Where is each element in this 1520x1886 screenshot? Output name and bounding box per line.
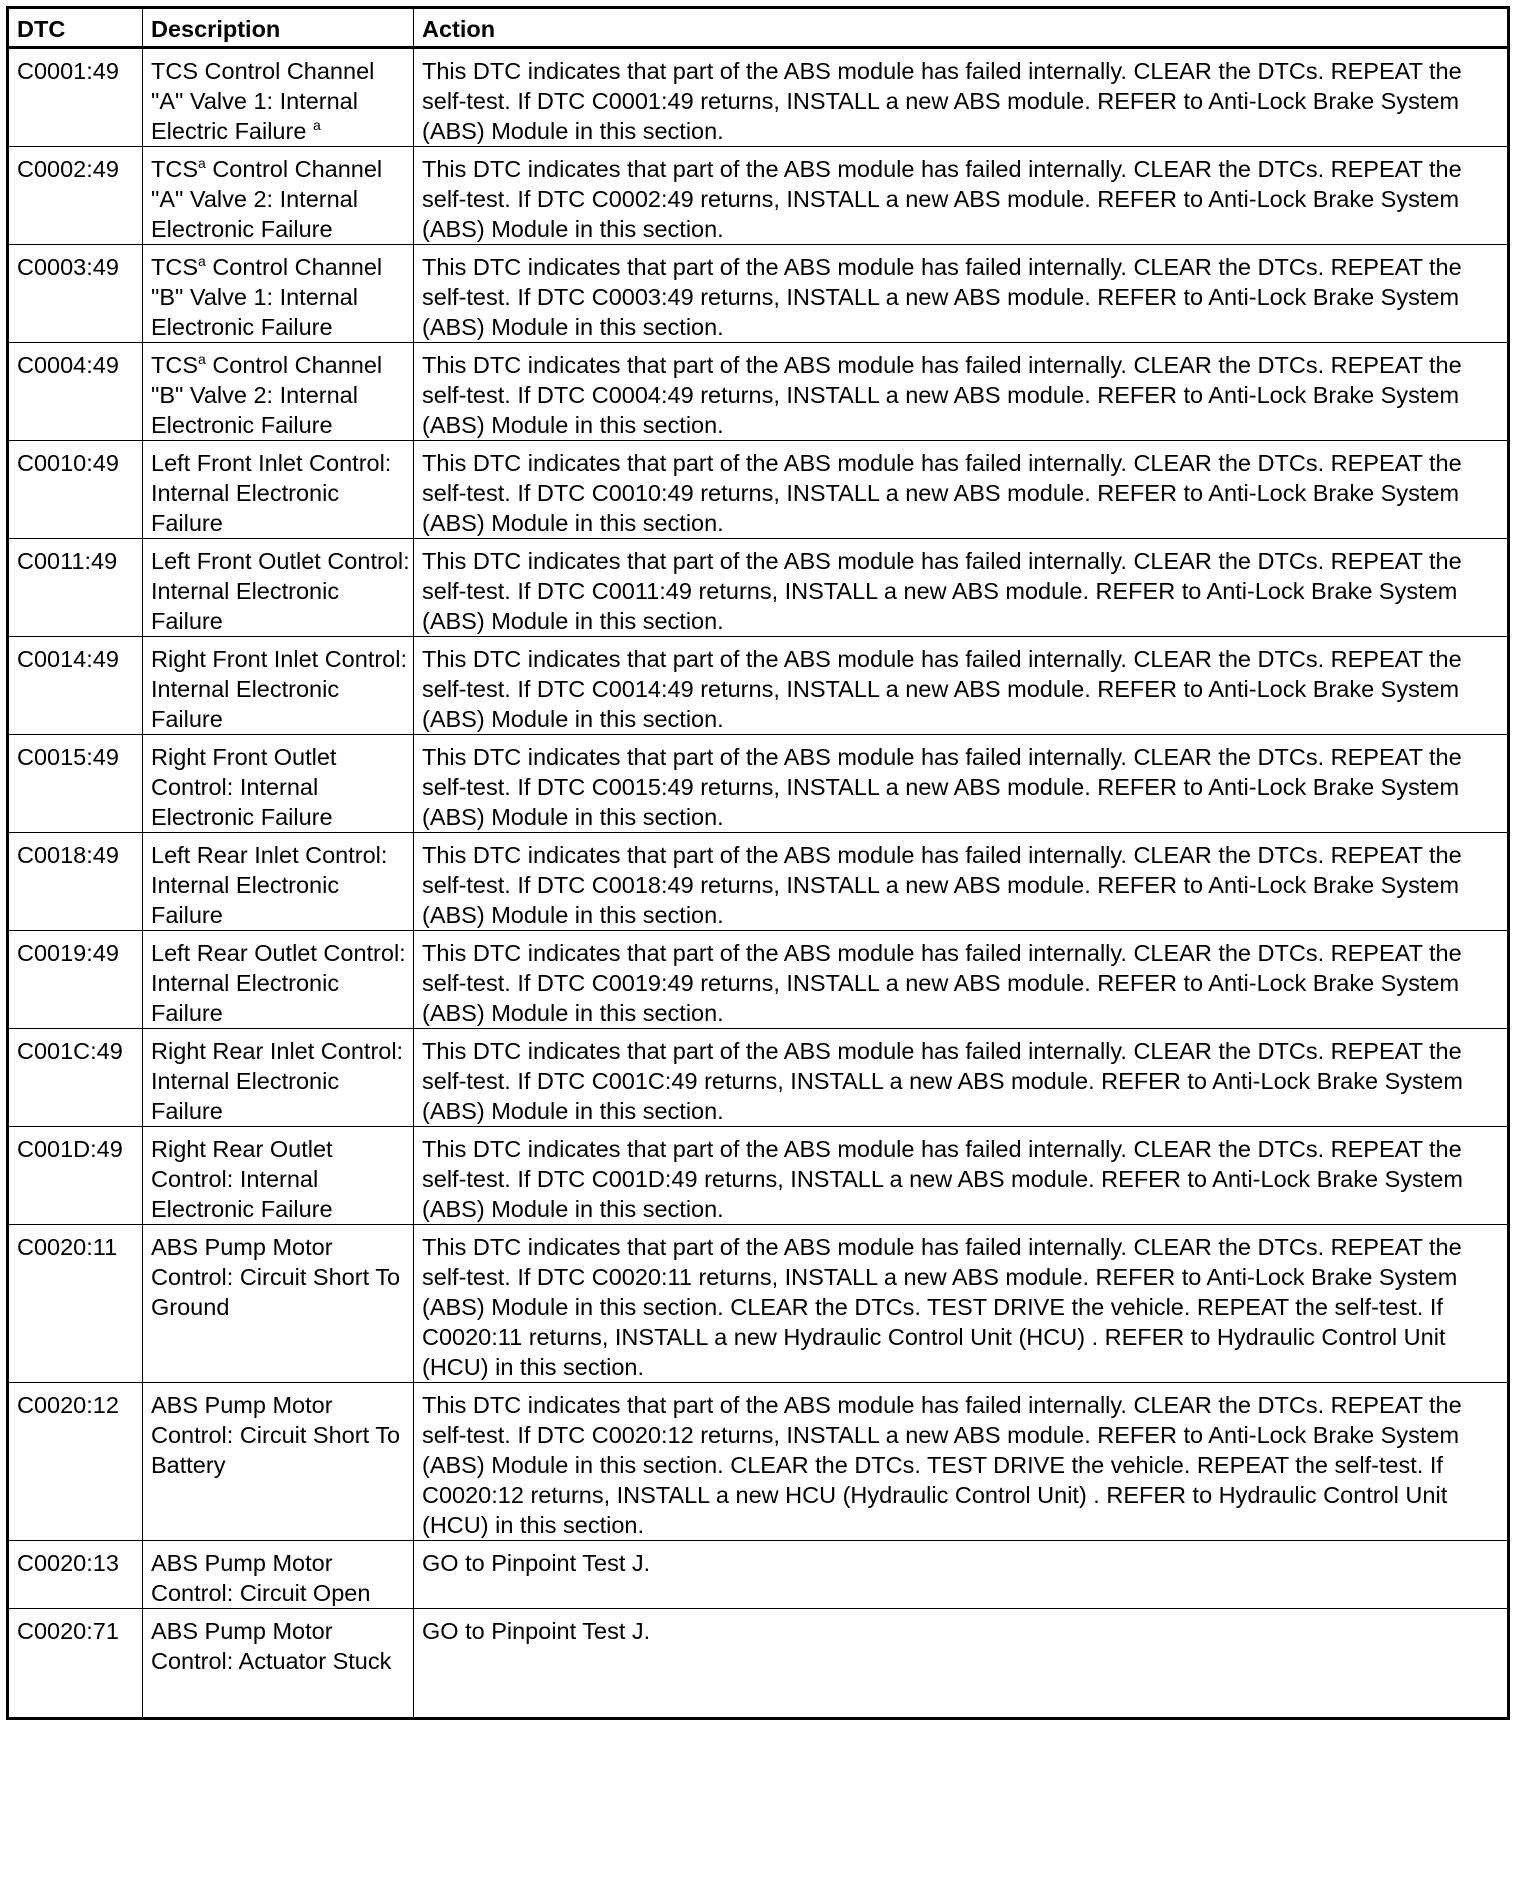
description-text: Right Rear Outlet Control: Internal Electronic Failure: [151, 1136, 333, 1222]
dtc-action: GO to Pinpoint Test J.: [414, 1609, 1509, 1719]
table-row: [8, 343, 1509, 441]
dtc-description: [143, 1029, 414, 1127]
dtc-description: [143, 1225, 414, 1383]
dtc-description: [143, 343, 414, 441]
dtc-code: C0020:12: [8, 1383, 143, 1541]
footnote-marker: a: [198, 253, 206, 269]
table-row: [8, 48, 1509, 147]
header-dtc: DTC: [8, 8, 143, 48]
dtc-description: [143, 833, 414, 931]
dtc-description: [143, 48, 414, 147]
description-text: Right Front Outlet Control: Internal Electronic Failure: [151, 744, 337, 830]
dtc-code: C0020:11: [8, 1225, 143, 1383]
description-text: Left Front Inlet Control: Internal Electronic Failure: [151, 450, 392, 536]
dtc-action: This DTC indicates that part of the ABS module has failed internally. CLEAR the DTCs. REPEAT the self-test. If DTC C0020:12 returns, INSTALL a new ABS module. REFER to Anti-Lock Brake System (ABS) Module in this section. CLEAR the DTCs. TEST DRIVE the vehicle. REPEAT the self-test. If C0020:12 returns, INSTALL a new HCU (Hydraulic Control Unit) . REFER to Hydraulic Control Unit (HCU) in this section.: [414, 1383, 1509, 1541]
dtc-description: [143, 931, 414, 1029]
table-body: [8, 48, 1509, 1719]
description-text: Right Rear Inlet Control: Internal Electronic Failure: [151, 1038, 404, 1124]
dtc-action: This DTC indicates that part of the ABS module has failed internally. CLEAR the DTCs. REPEAT the self-test. If DTC C0018:49 returns, INSTALL a new ABS module. REFER to Anti-Lock Brake System (ABS) Module in this section.: [414, 833, 1509, 931]
header-action: Action: [414, 8, 1509, 48]
table-row: [8, 931, 1509, 1029]
description-text: Left Rear Outlet Control: Internal Electronic Failure: [151, 940, 406, 1026]
description-text: ABS Pump Motor Control: Actuator Stuck: [151, 1618, 392, 1674]
dtc-action: This DTC indicates that part of the ABS module has failed internally. CLEAR the DTCs. REPEAT the self-test. If DTC C0002:49 returns, INSTALL a new ABS module. REFER to Anti-Lock Brake System (ABS) Module in this section.: [414, 147, 1509, 245]
dtc-action: This DTC indicates that part of the ABS module has failed internally. CLEAR the DTCs. REPEAT the self-test. If DTC C001C:49 returns, INSTALL a new ABS module. REFER to Anti-Lock Brake System (ABS) Module in this section.: [414, 1029, 1509, 1127]
dtc-action: This DTC indicates that part of the ABS module has failed internally. CLEAR the DTCs. REPEAT the self-test. If DTC C0010:49 returns, INSTALL a new ABS module. REFER to Anti-Lock Brake System (ABS) Module in this section.: [414, 441, 1509, 539]
dtc-description: [143, 441, 414, 539]
table-row: [8, 1127, 1509, 1225]
dtc-code: C0014:49: [8, 637, 143, 735]
dtc-description: [143, 1127, 414, 1225]
dtc-action: This DTC indicates that part of the ABS module has failed internally. CLEAR the DTCs. REPEAT the self-test. If DTC C0001:49 returns, INSTALL a new ABS module. REFER to Anti-Lock Brake System (ABS) Module in this section.: [414, 48, 1509, 147]
description-text: Left Front Outlet Control: Internal Electronic Failure: [151, 548, 410, 634]
dtc-code: C0001:49: [8, 48, 143, 147]
dtc-code: C0018:49: [8, 833, 143, 931]
footnote-marker: a: [198, 351, 206, 367]
dtc-code: C0002:49: [8, 147, 143, 245]
dtc-description: [143, 1609, 414, 1719]
table-row: [8, 1029, 1509, 1127]
footnote-marker: a: [312, 117, 321, 133]
dtc-action: This DTC indicates that part of the ABS module has failed internally. CLEAR the DTCs. REPEAT the self-test. If DTC C0011:49 returns, INSTALL a new ABS module. REFER to Anti-Lock Brake System (ABS) Module in this section.: [414, 539, 1509, 637]
dtc-description: [143, 245, 414, 343]
table-row: [8, 1225, 1509, 1383]
description-text: Right Front Inlet Control: Internal Electronic Failure: [151, 646, 407, 732]
dtc-action: This DTC indicates that part of the ABS module has failed internally. CLEAR the DTCs. REPEAT the self-test. If DTC C0014:49 returns, INSTALL a new ABS module. REFER to Anti-Lock Brake System (ABS) Module in this section.: [414, 637, 1509, 735]
dtc-description: [143, 1541, 414, 1609]
description-text: Control Channel "B" Valve 2: Internal Electronic Failure: [151, 352, 383, 438]
table-row: [8, 735, 1509, 833]
dtc-description: [143, 539, 414, 637]
table-row: [8, 245, 1509, 343]
description-text: TCS Control Channel "A" Valve 1: Internal Electric Failure: [151, 58, 375, 144]
table-row: [8, 1609, 1509, 1719]
description-lead: TCS: [151, 352, 198, 378]
dtc-code: C0003:49: [8, 245, 143, 343]
dtc-description: [143, 1383, 414, 1541]
dtc-code: C0020:71: [8, 1609, 143, 1719]
dtc-action: This DTC indicates that part of the ABS module has failed internally. CLEAR the DTCs. REPEAT the self-test. If DTC C0003:49 returns, INSTALL a new ABS module. REFER to Anti-Lock Brake System (ABS) Module in this section.: [414, 245, 1509, 343]
table-row: [8, 1541, 1509, 1609]
dtc-table: [6, 6, 1510, 1720]
dtc-description: [143, 735, 414, 833]
table-row: [8, 147, 1509, 245]
dtc-action: This DTC indicates that part of the ABS module has failed internally. CLEAR the DTCs. REPEAT the self-test. If DTC C0015:49 returns, INSTALL a new ABS module. REFER to Anti-Lock Brake System (ABS) Module in this section.: [414, 735, 1509, 833]
dtc-code: C0015:49: [8, 735, 143, 833]
dtc-code: C001D:49: [8, 1127, 143, 1225]
dtc-action: This DTC indicates that part of the ABS module has failed internally. CLEAR the DTCs. REPEAT the self-test. If DTC C0020:11 returns, INSTALL a new ABS module. REFER to Anti-Lock Brake System (ABS) Module in this section. CLEAR the DTCs. TEST DRIVE the vehicle. REPEAT the self-test. If C0020:11 returns, INSTALL a new Hydraulic Control Unit (HCU) . REFER to Hydraulic Control Unit (HCU) in this section.: [414, 1225, 1509, 1383]
description-text: Control Channel "B" Valve 1: Internal Electronic Failure: [151, 254, 383, 340]
dtc-description: [143, 147, 414, 245]
description-text: ABS Pump Motor Control: Circuit Short To Battery: [151, 1392, 401, 1478]
dtc-code: C0019:49: [8, 931, 143, 1029]
description-text: ABS Pump Motor Control: Circuit Short To Ground: [151, 1234, 401, 1320]
dtc-action: This DTC indicates that part of the ABS module has failed internally. CLEAR the DTCs. REPEAT the self-test. If DTC C0019:49 returns, INSTALL a new ABS module. REFER to Anti-Lock Brake System (ABS) Module in this section.: [414, 931, 1509, 1029]
dtc-action: This DTC indicates that part of the ABS module has failed internally. CLEAR the DTCs. REPEAT the self-test. If DTC C0004:49 returns, INSTALL a new ABS module. REFER to Anti-Lock Brake System (ABS) Module in this section.: [414, 343, 1509, 441]
dtc-code: C0010:49: [8, 441, 143, 539]
description-text: ABS Pump Motor Control: Circuit Open: [151, 1550, 371, 1606]
table-row: [8, 1383, 1509, 1541]
dtc-code: C0011:49: [8, 539, 143, 637]
dtc-action: GO to Pinpoint Test J.: [414, 1541, 1509, 1609]
dtc-description: [143, 637, 414, 735]
table-row: [8, 441, 1509, 539]
table-row: [8, 539, 1509, 637]
table-row: [8, 637, 1509, 735]
table-header-row: [8, 8, 1509, 48]
description-lead: TCS: [151, 254, 198, 280]
dtc-code: C0020:13: [8, 1541, 143, 1609]
description-text: Left Rear Inlet Control: Internal Electronic Failure: [151, 842, 388, 928]
description-lead: TCS: [151, 156, 198, 182]
description-text: Control Channel "A" Valve 2: Internal Electronic Failure: [151, 156, 383, 242]
table-row: [8, 833, 1509, 931]
header-description: Description: [143, 8, 414, 48]
dtc-action: This DTC indicates that part of the ABS module has failed internally. CLEAR the DTCs. REPEAT the self-test. If DTC C001D:49 returns, INSTALL a new ABS module. REFER to Anti-Lock Brake System (ABS) Module in this section.: [414, 1127, 1509, 1225]
dtc-code: C001C:49: [8, 1029, 143, 1127]
footnote-marker: a: [198, 155, 206, 171]
dtc-code: C0004:49: [8, 343, 143, 441]
